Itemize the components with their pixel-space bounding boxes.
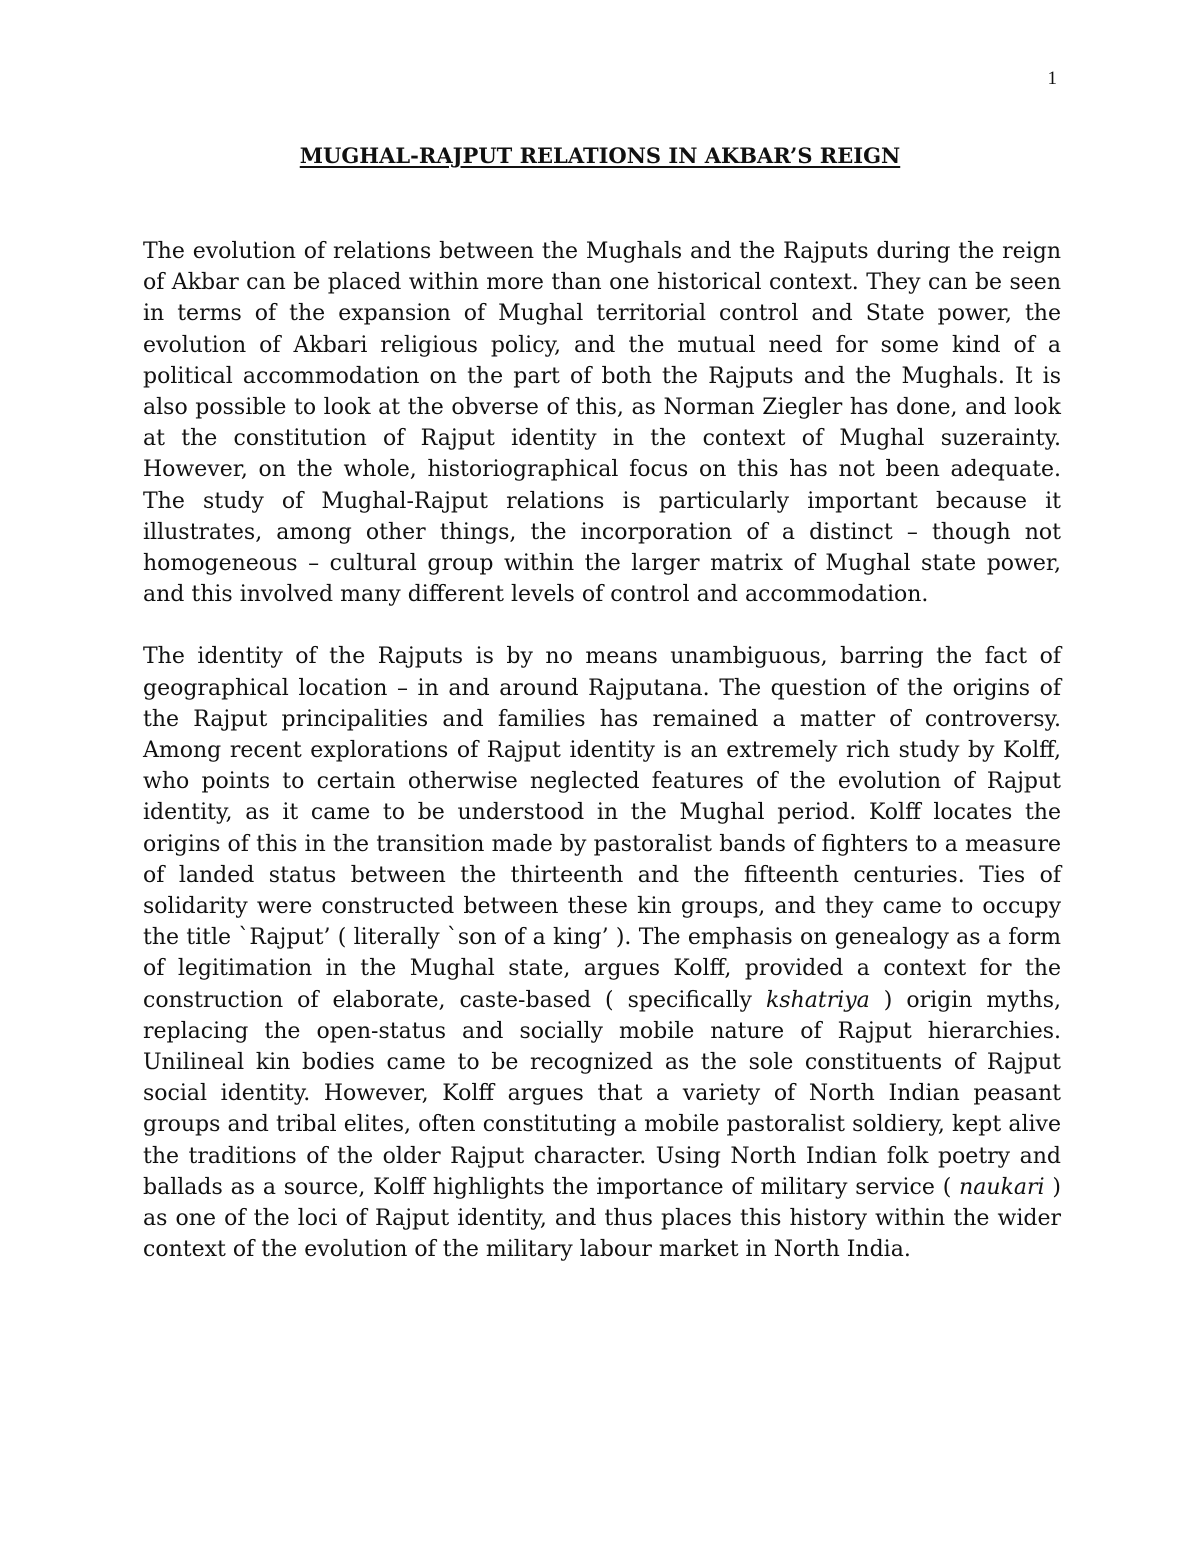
document-body — [143, 236, 1061, 1297]
paragraph-text: ) as one of the loci of Rajput identity, and thus places this history within the wider context of the evolution of the military labour market in North India. — [143, 1174, 1062, 1263]
paragraph-text: The identity of the Rajputs is by no means unambiguous, barring the fact of geographical location – in and around Rajputana. The question of the origins of the Rajput principalities and families has remained a matter of controversy. Among recent explorations of Rajput identity is an extremely rich study by Kolff, who points to certain otherwise neglected features of the evolution of Rajput identity, as it came to be understood in the Mughal period. Kolff locates the origins of this in the transition made by pastoralist bands of fighters to a measure of landed status between the thirteenth and the fifteenth centuries. Ties of solidarity were constructed between these kin groups, and they came to occupy the title `Rajput’ ( literally `son of a king’ ). The emphasis on genealogy as a form of legitimation in the Mughal state, argues Kolff, provided a context for the construction of elaborate, caste-based ( specifically — [143, 644, 1061, 1013]
paragraph-text: The evolution of relations between the Mughals and the Rajputs during the reign of Akbar can be placed within more than one historical context. They can be seen in terms of the expansion of Mughal territorial control and State power, the evolution of Akbari religious policy, and the mutual need for some kind of a political accommodation on the part of both the Rajputs and the Mughals. It is also possible to look at the obverse of this, as Norman Ziegler has done, and look at the constitution of Rajput identity in the context of Mughal suzerainty. However, on the whole, historiographical focus on this has not been adequate. The study of Mughal-Rajput relations is particularly important because it illustrates, among other things, the incorporation of a distinct – though not homogeneous – cultural group within the larger matrix of Mughal state power, and this involved many different levels of control and accommodation. — [143, 239, 1061, 608]
paragraph-2 — [143, 641, 1061, 1265]
paragraph-1 — [143, 236, 1061, 610]
page-number: 1 — [1047, 68, 1057, 89]
paragraph-text: ) origin myths, replacing the open-status and socially mobile nature of Rajput hierarchies. Unilineal kin bodies came to be recognized as the sole constituents of Rajput social identity. However, Kolff argues that a variety of North Indian peasant groups and tribal elites, often constituting a mobile pastoralist soldiery, kept alive the traditions of the older Rajput character. Using North Indian folk poetry and ballads as a source, Kolff highlights the importance of military service ( — [143, 987, 1061, 1200]
document-title: MUGHAL-RAJPUT RELATIONS IN AKBAR’S REIGN — [299, 143, 901, 168]
italic-term-kshatriya: kshatriya — [765, 987, 870, 1013]
italic-term-naukari: naukari — [959, 1174, 1045, 1200]
